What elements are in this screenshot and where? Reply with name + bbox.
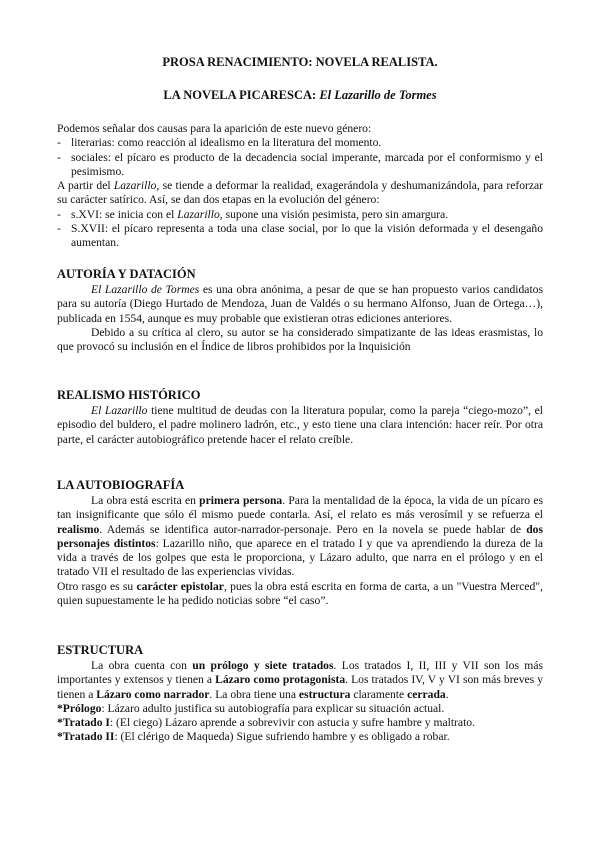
list-item: *Prólogo: Lázaro adulto justifica su autobiografía para explicar su situación actual. <box>57 701 445 715</box>
document-subtitle: LA NOVELA PICARESCA: El Lazarillo de Tormes <box>163 88 437 102</box>
list-item: - S.XVII: el pícaro representa a toda una clase social, por lo que la visión deformada y el desengaño aumentan. <box>57 222 543 250</box>
paragraph: El Lazarillo de Tormes es una obra anónima, a pesar de que se han propuesto varios candidatos para su autoría (Diego Hurtado de Mendoza, Juan de Valdés o su hermano Alfonso, Juan de Ortega…), publicada en 1554, aunque es muy probable que existieran otras ediciones anteriores. <box>57 283 543 325</box>
list-item: - literarias: como reacción al idealismo en la literatura del momento. <box>57 136 382 150</box>
intro-section <box>57 122 543 251</box>
list-item: - s.XVI: se inicia con el Lazarillo, supone una visión pesimista, pero sin amargura. <box>57 207 449 221</box>
paragraph: Otro rasgo es su carácter epistolar, pues la obra está escrita en forma de carta, a un "Vuestra Merced", quien supuestamente le ha pedido noticias sobre “el caso”. <box>57 579 543 608</box>
paragraph: Debido a su crítica al clero, su autor se ha considerado simpatizante de las ideas erasmistas, lo que provocó su inclusión en el Índice de libros prohibidos por la Inquisición <box>57 325 543 354</box>
section-heading: REALISMO HISTÓRICO <box>57 388 201 402</box>
paragraph: El Lazarillo tiene multitud de deudas con la literatura popular, como la pareja “ciego-mozo”, el episodio del buldero, el padre molinero ladrón, etc., y esto tiene una clara intención: hacer reír. Por otra parte, el carácter autobiográfico pretende hacer el relato creíble. <box>57 404 543 446</box>
section-heading: LA AUTOBIOGRAFÍA <box>57 478 185 492</box>
realismo-section <box>57 388 543 447</box>
section-heading: AUTORÍA Y DATACIÓN <box>57 267 196 281</box>
paragraph: La obra está escrita en primera persona. Para la mentalidad de la época, la vida de un pícaro es tan insignificante que sólo él mismo puede contarla. Así, el relato es más verosímil y se refuerza el realismo. Además se identifica autor-narrador-personaje. Pero en la novela se puede hablar de dos personajes distintos: Lazarillo niño, que aparece en el tratado I y que va aprendiendo la dureza de la vida a través de los golpes que esta le proporciona, y Lázaro adulto, que narra en el prólogo y en el tratado VII el resultado de las experiencias vividas. <box>57 494 544 579</box>
estructura-section <box>57 643 543 745</box>
autoria-section <box>57 267 543 354</box>
intro-paragraph: A partir del Lazarillo, se tiende a deformar la realidad, exagerándola y deshumanizándola, para reforzar su carácter satírico. Así, se dan dos etapas en la evolución del género: <box>57 179 544 207</box>
list-item: - sociales: el pícaro es producto de la decadencia social imperante, marcada por el conformismo y el pesimismo. <box>57 150 543 178</box>
list-item: *Tratado I: (El ciego) Lázaro aprende a sobrevivir con astucia y sufre hambre y maltrato. <box>57 716 475 730</box>
paragraph: La obra cuenta con un prólogo y siete tratados. Los tratados I, II, III y VII son los más importantes y extensos y tienen a Lázaro como protagonista. Los tratados IV, V y VI son más breves y tienen a Lázaro como narrador. La obra tiene una estructura claramente cerrada. <box>57 659 544 701</box>
list-item: *Tratado II: (El clérigo de Maqueda) Sigue sufriendo hambre y es obligado a robar. <box>57 730 450 744</box>
autobiografia-section <box>57 478 543 608</box>
document-title: PROSA RENACIMIENTO: NOVELA REALISTA. <box>162 55 438 69</box>
intro-line: Podemos señalar dos causas para la aparición de este nuevo género: <box>57 122 372 135</box>
section-heading: ESTRUCTURA <box>57 643 144 657</box>
